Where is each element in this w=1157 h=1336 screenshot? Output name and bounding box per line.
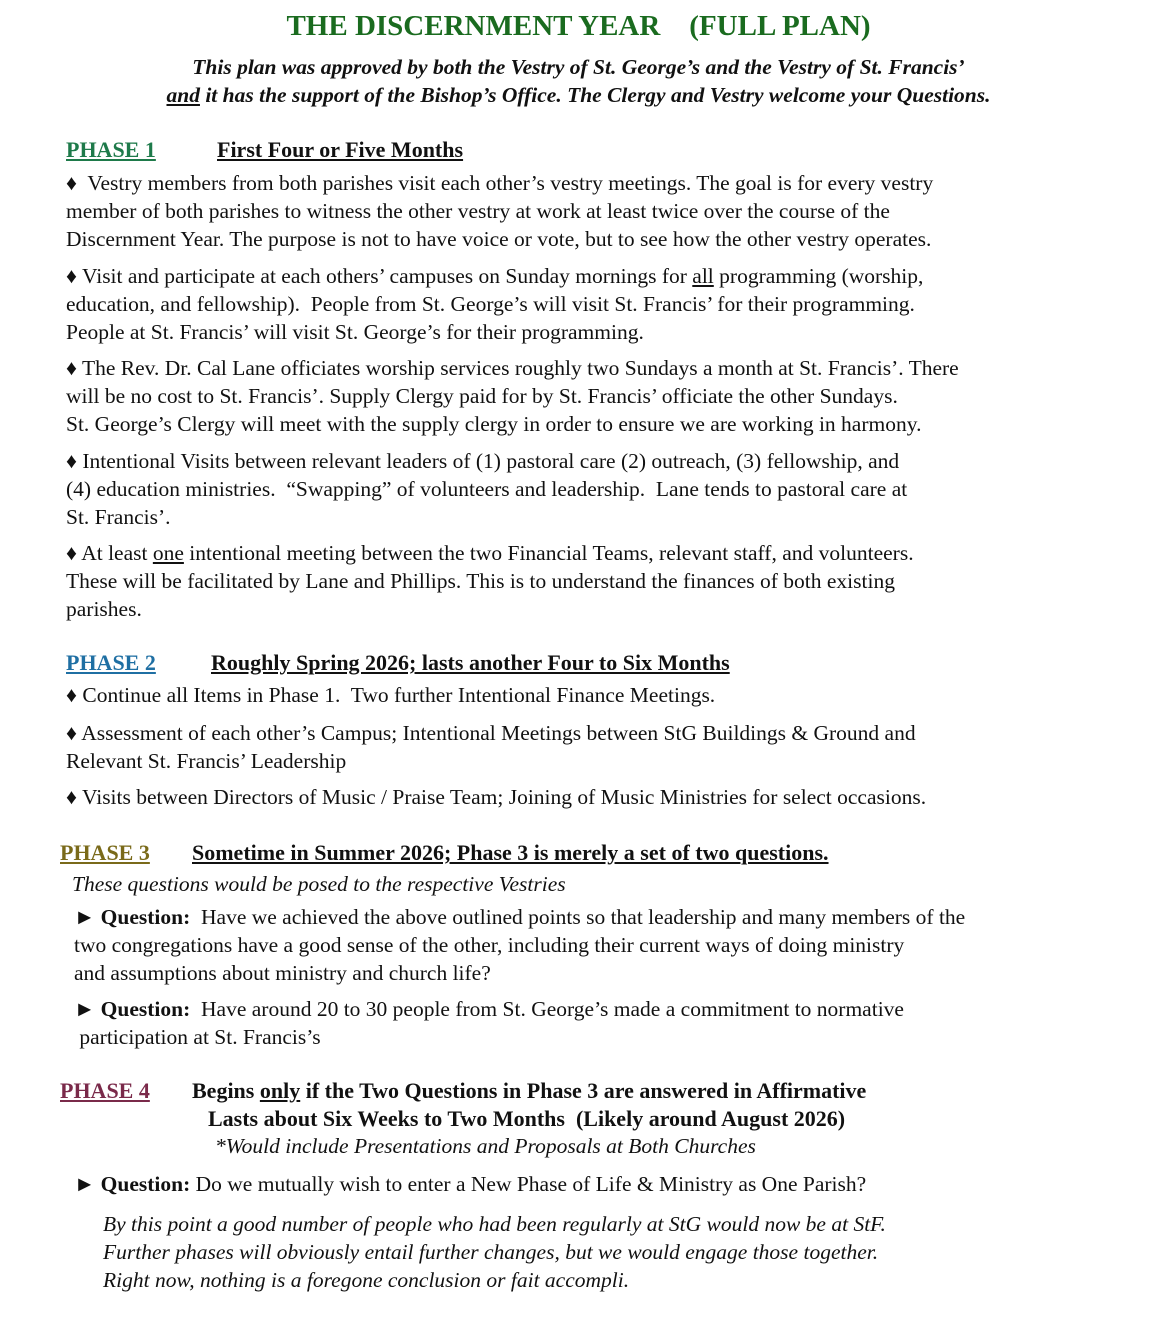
phase4-label: PHASE 4 <box>60 1078 150 1103</box>
phase2-bullet-2: ♦ Assessment of each other’s Campus; Intentional Meetings between StG Buildings & Ground and Relevant St. Francis’ Leadership <box>66 721 916 773</box>
phase4-heading: Begins only if the Two Questions in Phase 3 are answered in Affirmative <box>192 1078 867 1103</box>
phase2-bullet-3: ♦ Visits between Directors of Music / Praise Team; Joining of Music Ministries for select occasions. <box>66 785 927 809</box>
bullet-marker: ♦ <box>66 683 77 707</box>
intro-emphasis: and <box>166 83 200 107</box>
phase3-label: PHASE 3 <box>60 840 150 865</box>
phase3-question-2: ► Question: Have around 20 to 30 people from St. George’s made a commitment to normative participation at St. Francis’s <box>74 997 904 1049</box>
intro-line-1: This plan was approved by both the Vestry of St. George’s and the Vestry of St. Francis’ <box>192 55 965 79</box>
phase1-bullet-3: ♦ The Rev. Dr. Cal Lane officiates worship services roughly two Sundays a month at St. Francis’. There will be no cost to St. Francis’. Supply Clergy paid for by St. Francis’ officiate the other Sundays. St. George’s Clergy will meet with the supply clergy in order to ensure we are working in harmony. <box>66 356 959 436</box>
phase1-heading: First Four or Five Months <box>217 137 464 162</box>
phase4-question: ► Question: Do we mutually wish to enter a New Phase of Life & Ministry as One Parish? <box>74 1172 867 1196</box>
question-label: Question: <box>100 1172 191 1196</box>
phase2-label: PHASE 2 <box>66 650 156 675</box>
phase4-heading-emphasis: only <box>259 1078 301 1103</box>
phase2-bullet-1: ♦ Continue all Items in Phase 1. Two further Intentional Finance Meetings. <box>66 683 716 707</box>
phase1-bullet-2: ♦ Visit and participate at each others’ campuses on Sunday mornings for all programming (worship, education, and fellowship). People from St. George’s will visit St. Francis’ for their programming. People at St. Francis’ will visit St. George’s for their programming. <box>66 264 924 344</box>
phase1-bullet-5: ♦ At least one intentional meeting between the two Financial Teams, relevant staff, and volunteers. These will be facilitated by Lane and Phillips. This is to understand the finances of both existing parishes. <box>66 541 914 621</box>
bullet-marker: ♦ <box>66 785 77 809</box>
bullet-marker: ♦ <box>66 171 77 195</box>
arrow-icon: ► <box>74 1172 96 1196</box>
phase4-heading-line-2: Lasts about Six Weeks to Two Months (Likely around August 2026) <box>208 1106 846 1131</box>
question-label: Question: <box>100 997 191 1021</box>
phase1-bullet-4: ♦ Intentional Visits between relevant leaders of (1) pastoral care (2) outreach, (3) fellowship, and (4) education ministries. “Swapping” of volunteers and leadership. Lane tends to pastoral care at St. Francis’. <box>66 449 908 529</box>
phase4-note: *Would include Presentations and Proposals at Both Churches <box>215 1134 756 1158</box>
phase2-heading: Roughly Spring 2026; lasts another Four to Six Months <box>211 650 730 675</box>
closing-paragraph: By this point a good number of people who had been regularly at StG would now be at StF. Further phases will obviously entail further changes, but we would engage those together. Right now, nothing is a foregone conclusion or fait accompli. <box>103 1212 886 1292</box>
bullet-marker: ♦ <box>66 356 77 380</box>
phase1-label: PHASE 1 <box>66 137 156 162</box>
phase3-question-1: ► Question: Have we achieved the above outlined points so that leadership and many members of the two congregations have a good sense of the other, including their current ways of doing ministry and assumptions about ministry and church life? <box>74 905 966 985</box>
arrow-icon: ► <box>74 905 96 929</box>
phase1-bullet-1: ♦ Vestry members from both parishes visit each other’s vestry meetings. The goal is for every vestry member of both parishes to witness the other vestry at work at least twice over the course of the Discernment Year. The purpose is not to have voice or vote, but to see how the other vestry operates. <box>66 171 934 251</box>
bullet-marker: ♦ <box>66 721 77 745</box>
phase3-note: These questions would be posed to the respective Vestries <box>72 872 566 896</box>
bullet-marker: ♦ <box>66 264 77 288</box>
phase3-heading: Sometime in Summer 2026; Phase 3 is merely a set of two questions. <box>192 840 829 865</box>
question-label: Question: <box>100 905 191 929</box>
bullet-marker: ♦ <box>66 449 77 473</box>
document-title: THE DISCERNMENT YEAR (FULL PLAN) <box>286 10 871 42</box>
arrow-icon: ► <box>74 997 96 1021</box>
intro-line-2-text: it has the support of the Bishop’s Office. The Clergy and Vestry welcome your Questions. <box>199 83 991 107</box>
intro-line-2 <box>0 83 1157 108</box>
bullet-marker: ♦ <box>66 541 77 565</box>
